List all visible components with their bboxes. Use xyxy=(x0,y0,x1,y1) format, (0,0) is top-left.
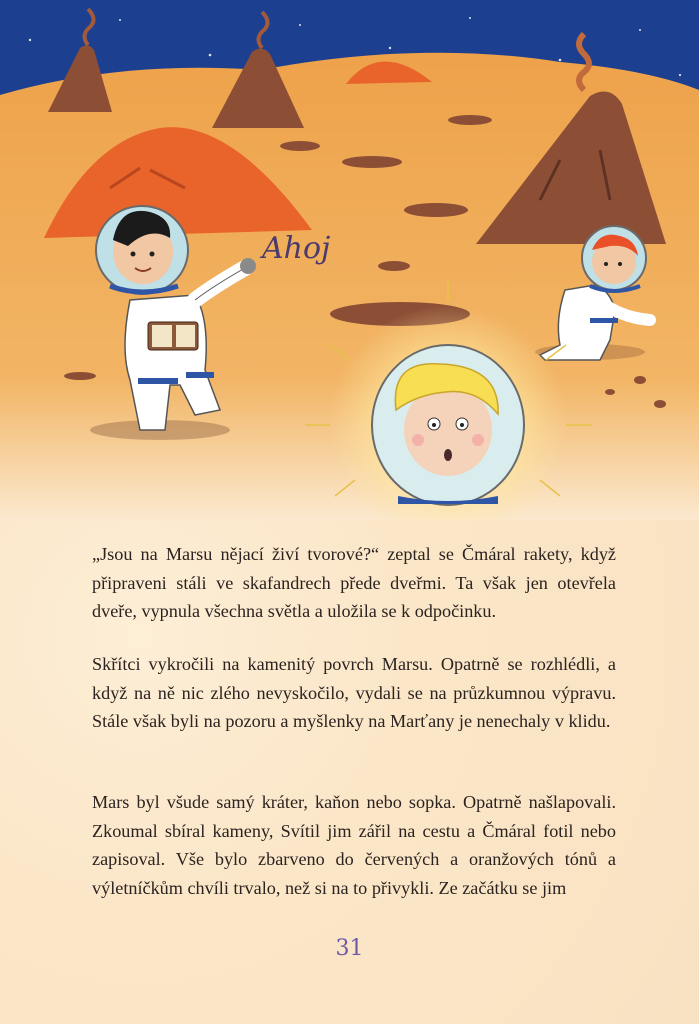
paragraph-2: Skřítci vykročili na kamenitý povrch Marsu. Opatrně se rozhlédli, a když na ně nic zlého nevyskočilo, vydali se na průzkumnou výpravu. Stále však byli na pozoru a myšlenky na Marťany je nenechaly v klidu. xyxy=(92,654,616,732)
paragraph-1: „Jsou na Marsu nějací živí tvorové?“ zeptal se Čmáral rakety, když připraveni stáli ve skafandrech přede dveřmi. Ta však jen otevřela dveře, vypnula všechna světla a uložila se k odpočinku. xyxy=(92,544,616,622)
speech-greeting: Ahoj xyxy=(262,231,331,266)
paragraph-3: Mars byl všude samý kráter, kaňon nebo sopka. Opatrně našlapovali. Zkoumal sbíral kameny, Svítil jim zářil na cestu a Čmáral fotil nebo zapisoval. Vše bylo zbarveno do červených a oranžových tónů a výletníčkům chvíli trvalo, než si na to přivykli. Ze začátku se jim xyxy=(92,792,616,898)
page-number: 31 xyxy=(335,936,364,961)
